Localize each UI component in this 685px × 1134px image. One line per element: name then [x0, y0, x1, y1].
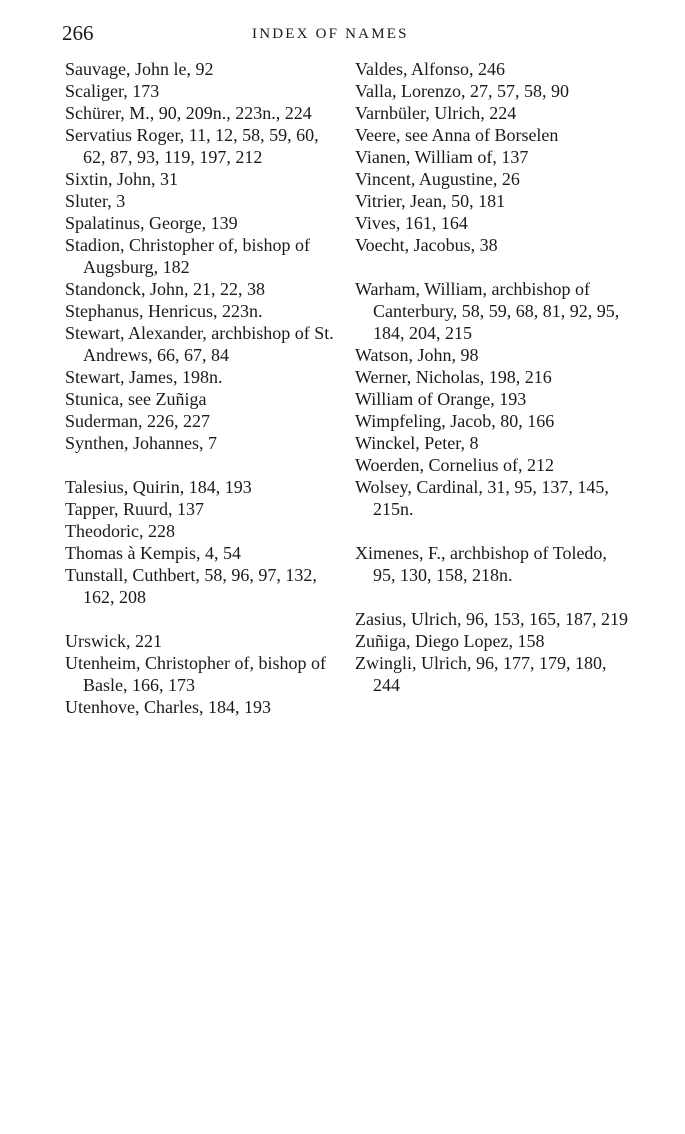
index-entry: Tunstall, Cuthbert, 58, 96, 97, 132, 162, 208	[65, 565, 317, 607]
index-group-t	[65, 476, 340, 608]
index-entry: Vives, 161, 164	[355, 213, 468, 233]
index-group-v	[355, 58, 630, 256]
index-entry: Vitrier, Jean, 50, 181	[355, 191, 506, 211]
index-entry: Scaliger, 173	[65, 81, 160, 101]
index-entry: Stewart, Alexander, archbishop of St. Andrews, 66, 67, 84	[65, 323, 334, 365]
index-entry: Schürer, M., 90, 209n., 223n., 224	[65, 103, 312, 123]
index-entry: Werner, Nicholas, 198, 216	[355, 367, 552, 387]
index-entry: Stadion, Christopher of, bishop of Augsburg, 182	[65, 235, 310, 277]
index-entry: Thomas à Kempis, 4, 54	[65, 543, 241, 563]
group-spacer	[355, 586, 630, 608]
index-group-s	[65, 58, 340, 454]
index-group-x	[355, 542, 630, 586]
index-column-left	[65, 58, 340, 718]
index-entry: Voecht, Jacobus, 38	[355, 235, 498, 255]
group-spacer	[355, 256, 630, 278]
index-entry: Stewart, James, 198n.	[65, 367, 223, 387]
index-entry: Stephanus, Henricus, 223n.	[65, 301, 263, 321]
index-entry: Urswick, 221	[65, 631, 162, 651]
index-entry: Vianen, William of, 137	[355, 147, 529, 167]
index-entry: Utenheim, Christopher of, bishop of Basle, 166, 173	[65, 653, 326, 695]
index-entry: Valla, Lorenzo, 27, 57, 58, 90	[355, 81, 569, 101]
index-entry: Watson, John, 98	[355, 345, 479, 365]
group-spacer	[65, 454, 340, 476]
index-entry: Utenhove, Charles, 184, 193	[65, 697, 271, 717]
index-entry: Standonck, John, 21, 22, 38	[65, 279, 265, 299]
index-entry: Theodoric, 228	[65, 521, 175, 541]
index-entry: Zuñiga, Diego Lopez, 158	[355, 631, 545, 651]
index-entry: Warham, William, archbishop of Canterbury, 58, 59, 68, 81, 92, 95, 184, 204, 215	[355, 279, 620, 343]
group-spacer	[65, 608, 340, 630]
index-entry: Suderman, 226, 227	[65, 411, 210, 431]
index-group-w	[355, 278, 630, 520]
running-head: INDEX OF NAMES	[252, 26, 409, 42]
index-entry: Tapper, Ruurd, 137	[65, 499, 204, 519]
group-spacer	[355, 520, 630, 542]
index-entry: Varnbüler, Ulrich, 224	[355, 103, 517, 123]
index-entry: Vincent, Augustine, 26	[355, 169, 520, 189]
index-entry: Synthen, Johannes, 7	[65, 433, 217, 453]
index-entry: Zasius, Ulrich, 96, 153, 165, 187, 219	[355, 609, 628, 629]
index-column-right	[355, 58, 630, 696]
index-entry: Servatius Roger, 11, 12, 58, 59, 60, 62, 87, 93, 119, 197, 212	[65, 125, 319, 167]
index-entry: Sixtin, John, 31	[65, 169, 179, 189]
index-entry: Stunica, see Zuñiga	[65, 389, 207, 409]
page-number: 266	[62, 21, 94, 45]
index-entry: Veere, see Anna of Borselen	[355, 125, 559, 145]
index-entry: Woerden, Cornelius of, 212	[355, 455, 555, 475]
index-entry: Wimpfeling, Jacob, 80, 166	[355, 411, 555, 431]
index-entry: Valdes, Alfonso, 246	[355, 59, 505, 79]
index-group-u	[65, 630, 340, 718]
index-entry: Winckel, Peter, 8	[355, 433, 479, 453]
index-entry: Sauvage, John le, 92	[65, 59, 214, 79]
index-entry: Wolsey, Cardinal, 31, 95, 137, 145, 215n.	[355, 477, 609, 519]
index-entry: Zwingli, Ulrich, 96, 177, 179, 180, 244	[355, 653, 607, 695]
index-entry: Ximenes, F., archbishop of Toledo, 95, 130, 158, 218n.	[355, 543, 607, 585]
index-entry: William of Orange, 193	[355, 389, 527, 409]
index-entry: Talesius, Quirin, 184, 193	[65, 477, 252, 497]
index-group-z	[355, 608, 630, 696]
index-entry: Spalatinus, George, 139	[65, 213, 238, 233]
index-entry: Sluter, 3	[65, 191, 126, 211]
